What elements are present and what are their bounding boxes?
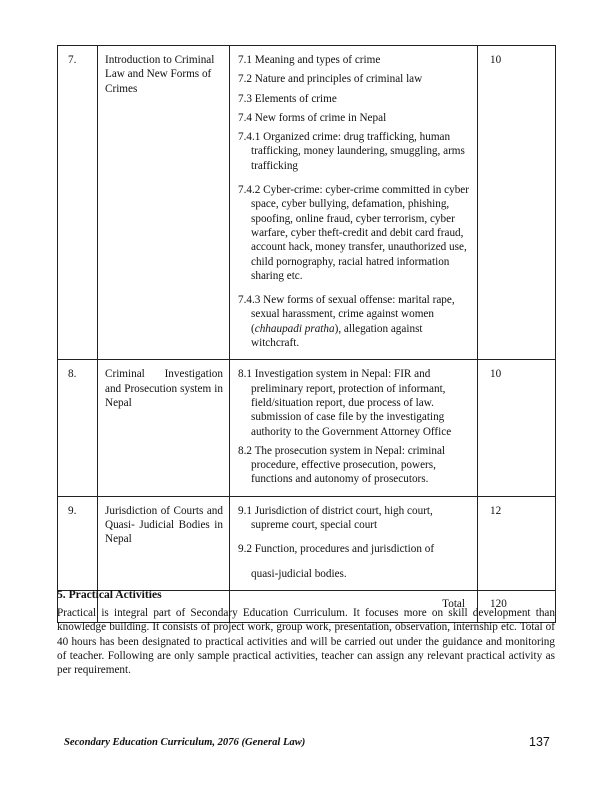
content-item: 7.2 Nature and principles of criminal law <box>238 73 423 86</box>
content-item: 9.2 Function, procedures and jurisdiction of <box>238 543 435 556</box>
total-label: Total <box>230 590 478 622</box>
unit-title: Introduction to Criminal Law and New Forms of Crimes <box>98 46 230 360</box>
row-number: 7. <box>58 46 98 360</box>
total-value: 120 <box>478 590 556 622</box>
unit-content <box>230 360 478 496</box>
content-item: 9.1 Jurisdiction of district court, high court, supreme court, special court <box>238 504 433 532</box>
table-row <box>58 496 556 590</box>
table-row <box>58 46 556 360</box>
hours-cell: 10 <box>478 46 556 360</box>
content-item: quasi-judicial bodies. <box>251 567 347 580</box>
content-item: 7.4.2 Cyber-crime: cyber-crime committed in cyber space, cyber bullying, defamation, phishing, spoofing, online fraud, cyber terrorism, cyber warfare, cyber theft-credit and debit card fraud, account hack, money transfer, unauthorized use, child pornography, racial hatred information sharing etc. <box>238 184 469 282</box>
unit-title: Criminal Investigation and Prosecution system in Nepal <box>98 360 230 496</box>
content-item: 7.4.1 Organized crime: drug trafficking, human trafficking, money laundering, smuggling, arms trafficking <box>238 131 465 172</box>
content-text: ), allegation against witchcraft. <box>251 322 423 350</box>
page-number: 137 <box>529 735 550 749</box>
curriculum-table <box>57 45 556 623</box>
unit-title: Jurisdiction of Courts and Quasi- Judicial Bodies in Nepal <box>98 496 230 590</box>
section-paragraph: Practical is integral part of Secondary Education Curriculum. It focuses more on skill development than knowledge building. It consists of project work, group work, presentation, observation, internship etc. Total of 40 hours has been designated to practical activities and will be carried out under the guidance and monitoring of teacher. Following are only sample practical activities, teacher can assign any relevant practical activity as per requirement. <box>57 607 555 677</box>
content-item <box>238 293 469 350</box>
content-item: 7.4 New forms of crime in Nepal <box>238 111 387 124</box>
row-number: 8. <box>58 360 98 496</box>
hours-cell: 12 <box>478 496 556 590</box>
content-item: 8.1 Investigation system in Nepal: FIR and preliminary report, protection of informant, field/situation report, due process of law. submission of case file by the investigating authority to the Government Attorney Office <box>238 368 452 438</box>
table-row <box>58 360 556 496</box>
footer-title: Secondary Education Curriculum, 2076 (General Law) <box>64 737 306 748</box>
content-item: 8.2 The prosecution system in Nepal: criminal procedure, effective prosecution, powers, functions and autonomy of prosecutors. <box>238 444 446 486</box>
unit-content <box>230 496 478 590</box>
italic-term: chhaupadi pratha <box>254 322 335 335</box>
content-text: 7.4.3 New forms of sexual offense: marital rape, sexual harassment, crime against women ( <box>238 294 455 335</box>
unit-content <box>230 46 478 360</box>
hours-cell: 10 <box>478 360 556 496</box>
section-heading: 5. Practical Activities <box>57 588 162 601</box>
content-item: 7.1 Meaning and types of crime <box>238 54 381 66</box>
content-item: 7.3 Elements of crime <box>238 92 337 105</box>
row-number: 9. <box>58 496 98 590</box>
